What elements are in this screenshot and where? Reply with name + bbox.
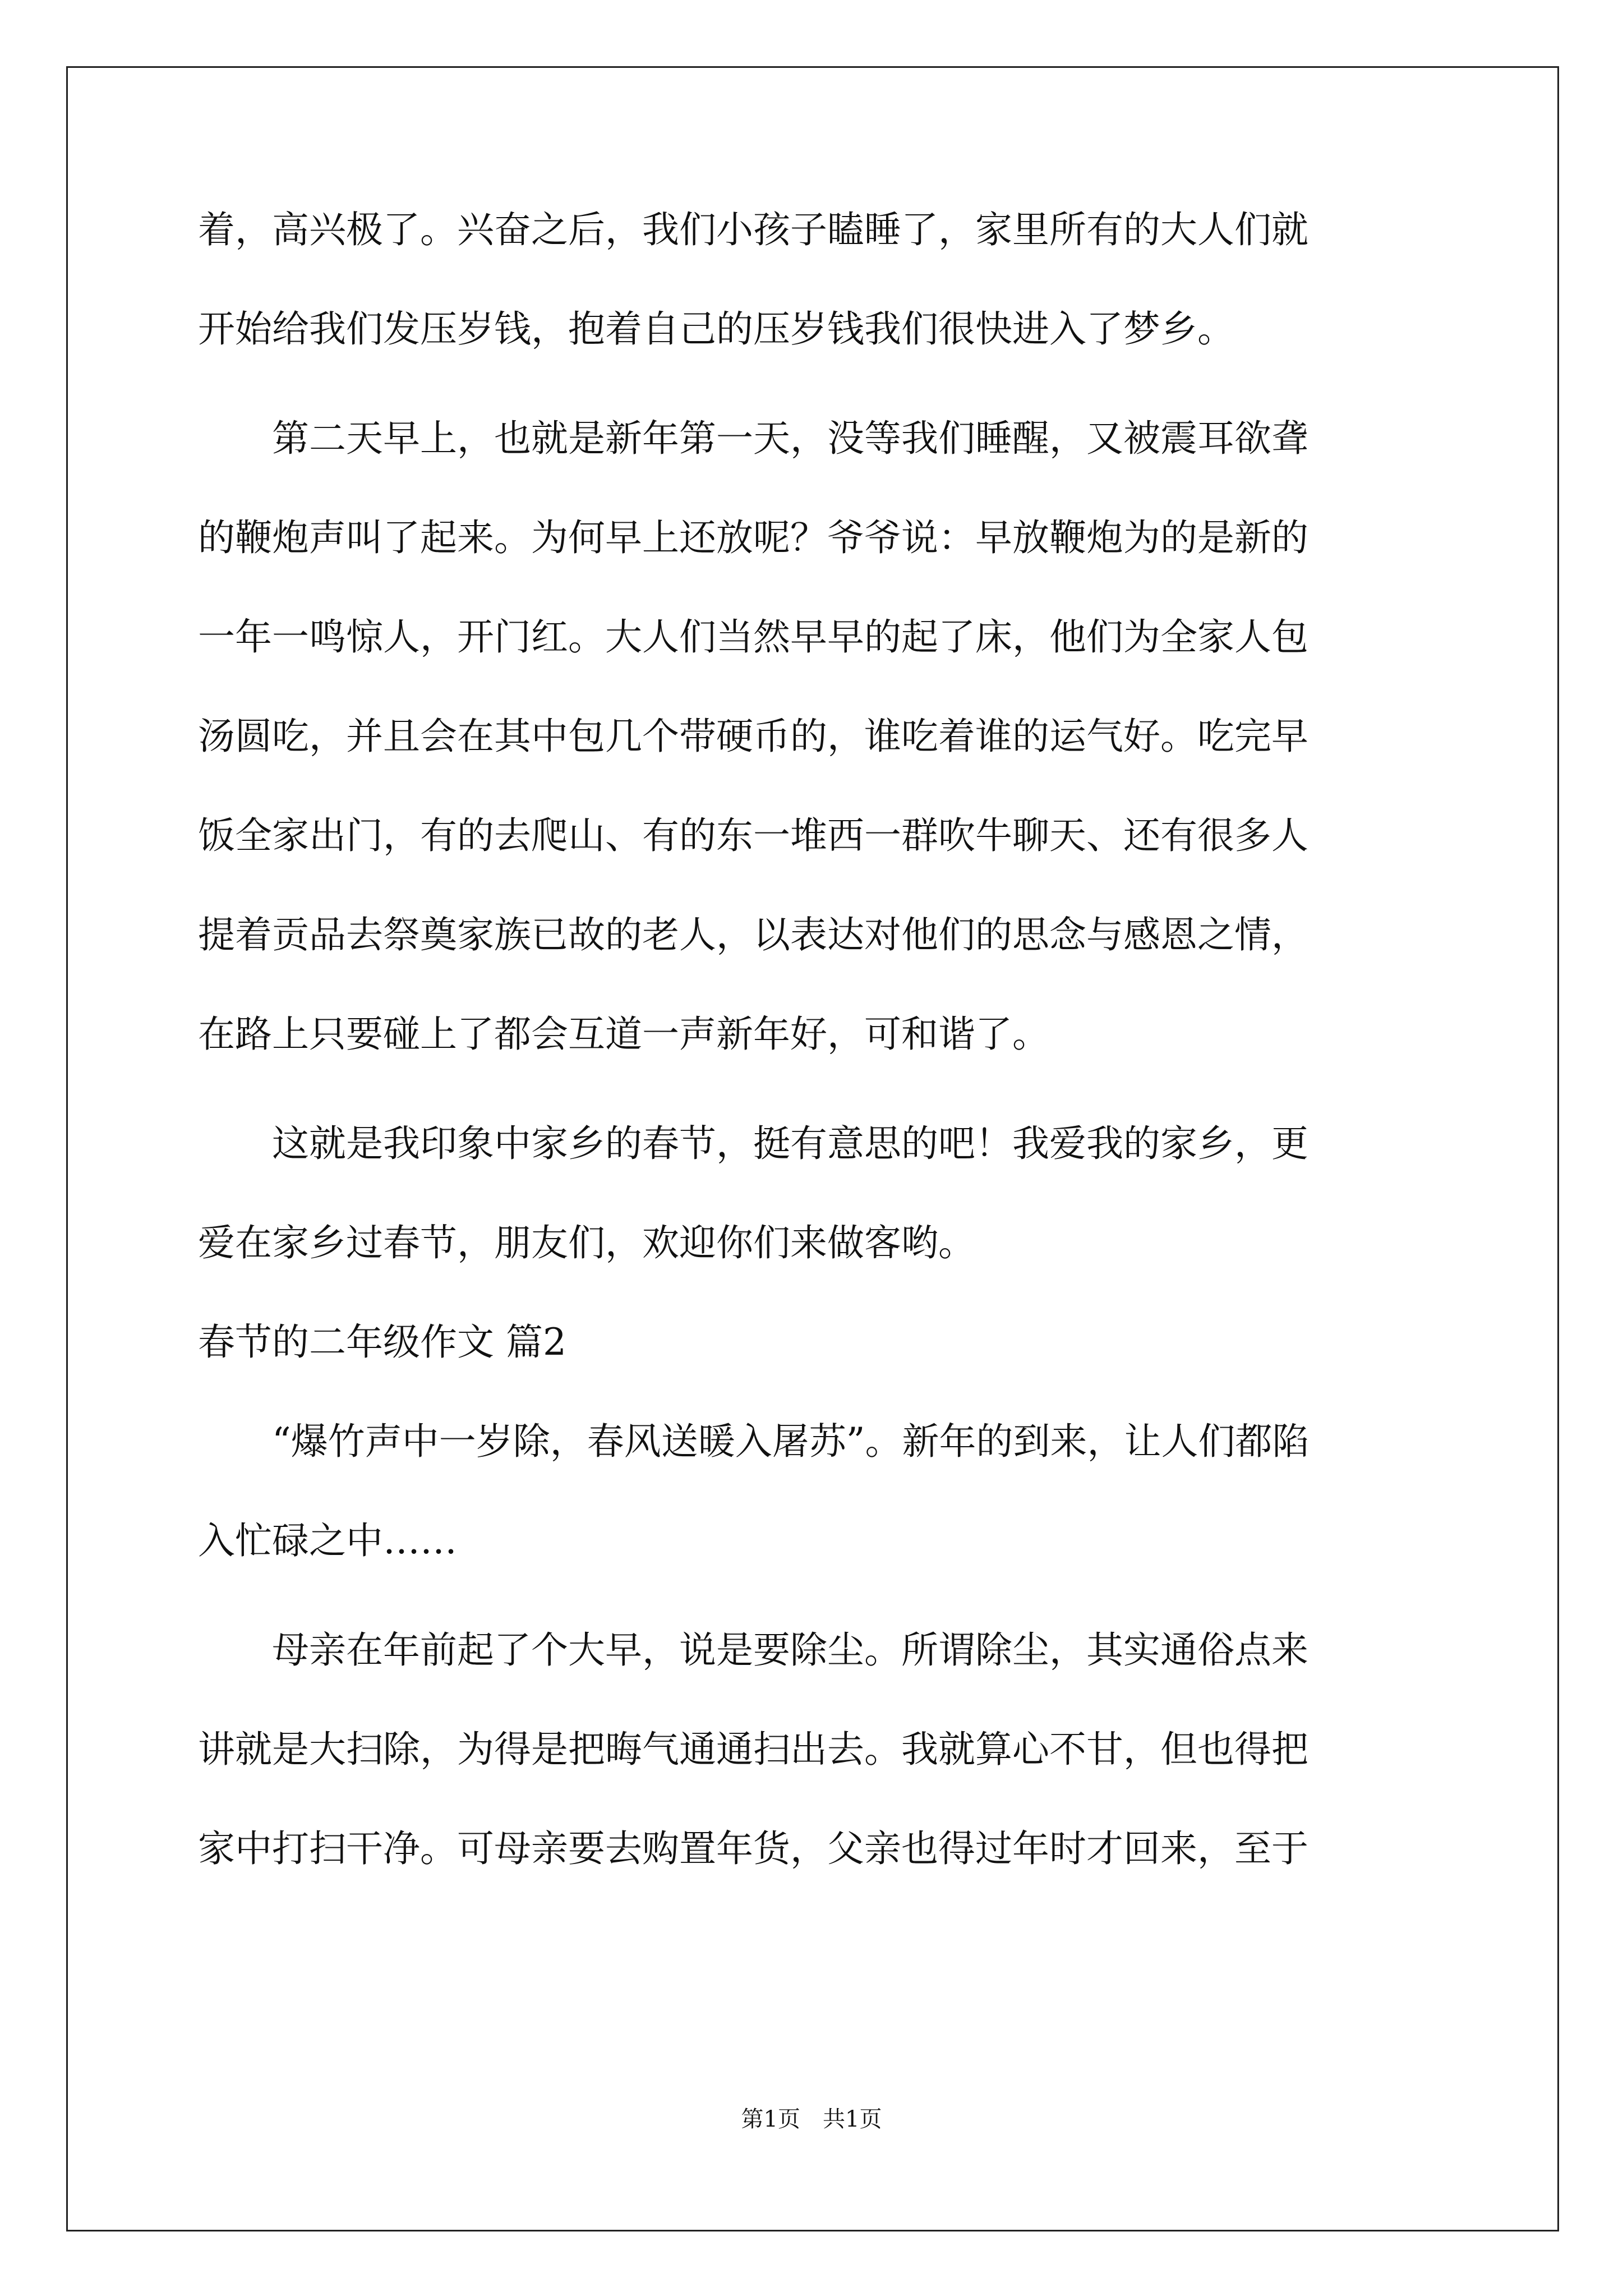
paragraph-first-line: 这就是我印象中家乡的春节，挺有意思的吧！我爱我的家乡，更 bbox=[198, 1122, 1308, 1165]
text-line: 在路上只要碰上了都会互道一声新年好，可和谐了。 bbox=[198, 1013, 1049, 1056]
text-line: 爱在家乡过春节，朋友们，欢迎你们来做客哟。 bbox=[198, 1221, 975, 1264]
paragraph-first-line: “爆竹声中一岁除，春风送暖入屠苏”。新年的到来，让人们都陷 bbox=[198, 1420, 1310, 1463]
section-heading: 春节的二年级作文 篇2 bbox=[198, 1320, 566, 1364]
paragraph-first-line: 第二天早上，也就是新年第一天，没等我们睡醒，又被震耳欲聋 bbox=[198, 417, 1308, 460]
text-line: 家中打扫干净。可母亲要去购置年货，父亲也得过年时才回来，至于 bbox=[198, 1827, 1308, 1870]
text-line: 着，高兴极了。兴奋之后，我们小孩子瞌睡了，家里所有的大人们就 bbox=[198, 208, 1308, 251]
page-footer: 第1页 共1页 bbox=[741, 2106, 882, 2132]
text-line: 提着贡品去祭奠家族已故的老人，以表达对他们的思念与感恩之情， bbox=[198, 913, 1308, 956]
text-line: 的鞭炮声叫了起来。为何早上还放呢？爷爷说：早放鞭炮为的是新的 bbox=[198, 516, 1308, 559]
text-line: 一年一鸣惊人，开门红。大人们当然早早的起了床，他们为全家人包 bbox=[198, 615, 1308, 659]
text-line: 饭全家出门，有的去爬山、有的东一堆西一群吹牛聊天、还有很多人 bbox=[198, 814, 1308, 857]
text-line: 入忙碌之中…… bbox=[198, 1519, 457, 1562]
text-line: 讲就是大扫除，为得是把晦气通通扫出去。我就算心不甘，但也得把 bbox=[198, 1728, 1308, 1771]
text-line: 开始给我们发压岁钱，抱着自己的压岁钱我们很快进入了梦乡。 bbox=[198, 307, 1234, 351]
paragraph-first-line: 母亲在年前起了个大早，说是要除尘。所谓除尘，其实通俗点来 bbox=[198, 1628, 1308, 1672]
text-line: 汤圆吃，并且会在其中包几个带硬币的，谁吃着谁的运气好。吃完早 bbox=[198, 715, 1308, 758]
